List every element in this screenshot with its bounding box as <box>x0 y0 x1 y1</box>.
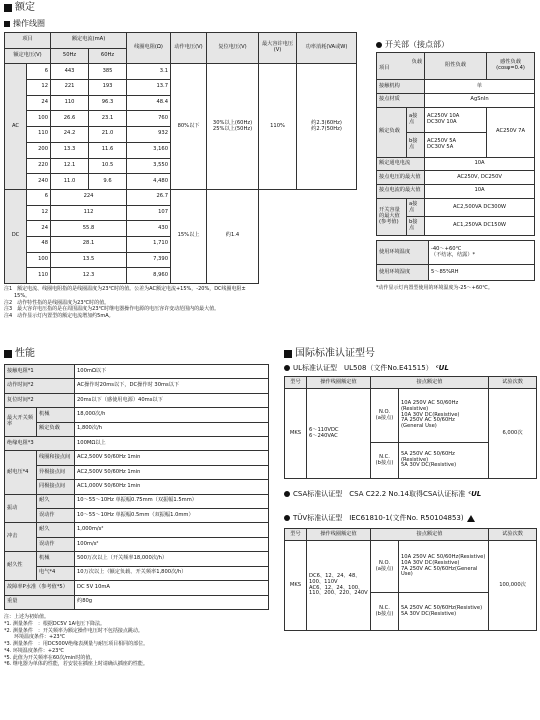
csa-title-text: CSA标准认证型 CSA C22.2 No.14取得CSA认证标准 <box>293 490 466 498</box>
rated-current-dc: 224 <box>51 189 127 205</box>
csa-recognized-icon: ᶜUL <box>468 490 482 498</box>
rated-voltage: 220 <box>27 158 51 174</box>
perf-note: *2. 测量条件 ：开关频率为额定操作电压时不包括接点跳动。 <box>4 627 143 634</box>
coil-resistance: 48.4 <box>127 95 171 111</box>
perf-label-weight: 重量 <box>5 595 75 610</box>
rated-note: 15%。 <box>4 292 31 299</box>
coil-resistance: 3,550 <box>127 158 171 174</box>
max-allowed-voltage: 110% <box>259 64 297 190</box>
current-60hz: 9.6 <box>89 174 127 190</box>
ul-title-text: UL标准认证型 UL508（文件No.E41515） <box>293 364 433 372</box>
rated-voltage: 240 <box>27 174 51 190</box>
switch-value-cap-a: AC2,500VA DC300W <box>425 198 535 217</box>
rated-current-dc: 28.1 <box>51 236 127 252</box>
coil-resistance: 107 <box>127 205 171 221</box>
env-hum-label: 使用环境湿度 <box>377 265 429 281</box>
current-50hz: 443 <box>51 64 89 80</box>
performance-notes <box>4 614 274 668</box>
coil-resistance: 1,710 <box>127 236 171 252</box>
current-50hz: 24.2 <box>51 127 89 143</box>
perf-label-failure-rate: 故障率P水准（参考值*5） <box>5 581 75 595</box>
current-60hz: 385 <box>89 64 127 80</box>
switch-value-max-current: 10A <box>425 185 535 199</box>
ul-nc-label: N.C. (b接点) <box>371 443 399 479</box>
ul-no-label: N.O. (a接点) <box>371 389 399 443</box>
csa-title <box>284 490 481 498</box>
perf-label-withstand-row: 异极接点间 <box>37 465 75 479</box>
tuv-nc-value: 5A 250V AC 50/60Hz(Resistive) 5A 30V DC(Resistive) <box>399 593 489 631</box>
tuv-title-text: TÜV标准认证型 IEC61810-1(文件No. R50104853) <box>293 514 464 522</box>
perf-value-weight: 约80g <box>75 595 269 610</box>
tuv-header-contact: 接点额定值 <box>371 529 489 541</box>
rated-note: 注2 动作特性指的是线圈温度为23℃时的值。 <box>4 299 110 306</box>
perf-value-failure-rate: DC 5V 10mA <box>75 581 269 595</box>
section-square-icon <box>284 350 292 358</box>
dc-label: DC <box>5 189 27 283</box>
current-50hz: 26.6 <box>51 111 89 127</box>
pickup-voltage: 80%以下 <box>171 64 207 190</box>
tuv-triangle-icon <box>467 515 475 522</box>
bullet-dot-icon <box>284 491 290 497</box>
perf-value-withstand-row: AC2,500V 50/60Hz 1min <box>75 451 269 465</box>
ul-cycles: 6,000次 <box>489 389 537 479</box>
header-rated-current: 额定电流(mA) <box>51 33 127 49</box>
rated-current-dc: 13.5 <box>51 252 127 268</box>
ac-power: 约2.3(60Hz) 约2.7(50Hz) <box>297 64 357 190</box>
perf-label-shock-row: 耐久 <box>37 523 75 537</box>
rated-title-text: 额定 <box>15 2 35 13</box>
perf-value-insulation: 100MΩ以上 <box>75 437 269 451</box>
rated-voltage: 12 <box>27 80 51 96</box>
rated-voltage: 100 <box>27 111 51 127</box>
perf-label-rated-load: 额定负载 <box>37 422 75 436</box>
header-max-allowed: 最大容许电压(V) <box>259 33 297 64</box>
perf-note: *1. 测量条件 ：根据DC5V 1A电压下降法。 <box>4 620 105 627</box>
switch-label-material: 接点材质 <box>377 94 425 108</box>
rated-voltage: 24 <box>27 95 51 111</box>
perf-value-release-time: 20ms以下（感使用电源）40ms以下 <box>75 393 269 407</box>
ul-header-coil: 操作线圈额定值 <box>307 377 371 389</box>
env-temp-label: 使用环境温度 <box>377 241 429 265</box>
switch-label-b-contact: b接点 <box>407 132 425 157</box>
switch-value-cap-b: AC1,250VA DC150W <box>425 217 535 236</box>
rated-voltage: 6 <box>27 189 51 205</box>
section-square-icon <box>4 350 12 358</box>
perf-label-withstand: 耐电压*4 <box>5 451 37 494</box>
performance-title-text: 性能 <box>15 348 35 359</box>
switch-header-resistive: 阻性负载 <box>425 53 487 80</box>
perf-label-vibration-row: 耐久 <box>37 494 75 508</box>
coil-resistance: 26.7 <box>127 189 171 205</box>
ul-no-value: 10A 250V AC 50/60Hz (Resistive) 10A 30V DC(Resistive) 7A 250V AC 50/60Hz (General Use) <box>399 389 489 443</box>
perf-note: *5. 此值为开关频率在60次/min时的值。 <box>4 654 96 661</box>
coil-resistance: 8,960 <box>127 268 171 284</box>
tuv-coil: DC6、12、24、48、100、110V AC6、12、24、100、110、200、220、240V <box>307 541 371 631</box>
perf-note: *4. 环境温度条件：+23℃ <box>4 647 65 654</box>
perf-value-life-row: 10万次以上（额定负载、开关频率1,800次/h） <box>75 566 269 580</box>
perf-value-mech: 18,000次/h <box>75 408 269 422</box>
perf-label-vibration: 振动 <box>5 494 37 523</box>
perf-label-withstand-row: 线圈和接点间 <box>37 451 75 465</box>
header-pickup: 动作电压(V) <box>171 33 207 64</box>
switch-label-max-current: 接点电流的最大值 <box>377 185 425 199</box>
rated-section-title <box>4 2 35 14</box>
current-60hz: 21.0 <box>89 127 127 143</box>
tuv-cycles: 100,000次 <box>489 541 537 631</box>
switch-value-max-voltage: AC250V, DC250V <box>425 171 535 185</box>
ul-title <box>284 364 449 372</box>
performance-section-title <box>4 348 35 360</box>
rated-voltage: 12 <box>27 205 51 221</box>
switch-label-rated-load: 额定负载 <box>377 107 407 157</box>
switch-header-inductive: 感性负载(cosφ=0.4) <box>487 53 535 80</box>
switch-label-max-voltage: 接点电压的最大值 <box>377 171 425 185</box>
switch-label-capacity: 开关容量的最大值(参考值) <box>377 198 407 235</box>
perf-label-withstand-row: 同极接点间 <box>37 480 75 494</box>
ul-header-model: 型号 <box>285 377 307 389</box>
rated-note: 注3 最大容许电压指的是在周围温度为23℃时继电器操作电源的电压容许变动范围内的最大值。 <box>4 306 220 313</box>
perf-label-vibration-row: 误动作 <box>37 509 75 523</box>
header-rated-voltage: 额定电压(V) <box>5 48 51 64</box>
tuv-header-cycles: 试验次数 <box>489 529 537 541</box>
tuv-header-coil: 操作线圈额定值 <box>307 529 371 541</box>
rated-current-dc: 55.8 <box>51 221 127 237</box>
current-60hz: 10.5 <box>89 158 127 174</box>
current-50hz: 13.3 <box>51 142 89 158</box>
switch-value-material: AgSnIn <box>425 94 535 108</box>
bullet-dot-icon <box>376 42 382 48</box>
perf-value-vibration-row: 10～55～10Hz 单振幅0.75mm（双振幅1.5mm） <box>75 494 269 508</box>
perf-note: *3. 测量条件 ：用DC500V绝缘表测量与耐压项目相同的部位。 <box>4 641 149 647</box>
tuv-nc-label: N.C. (b接点) <box>371 593 399 631</box>
ul-coil: 6～110VDC 6～240VAC <box>307 389 371 479</box>
rated-voltage: 100 <box>27 252 51 268</box>
perf-label-shock-row: 误动作 <box>37 537 75 551</box>
performance-table <box>4 364 269 610</box>
perf-label-insulation: 绝缘电阻*3 <box>5 437 75 451</box>
bullet-dot-icon <box>284 365 290 371</box>
tuv-title <box>284 514 475 522</box>
tuv-no-label: N.O. (a接点) <box>371 541 399 593</box>
perf-note: 环境温度条件：+23℃ <box>4 634 66 641</box>
rated-notes <box>4 286 358 320</box>
perf-value-life-row: 500万次以上（开关频率18,000次/h） <box>75 552 269 566</box>
perf-label-operate-time: 动作时间*2 <box>5 379 75 393</box>
switch-label-rated-current: 额定通电电流 <box>377 157 425 171</box>
perf-label-life-row: 机械 <box>37 552 75 566</box>
perf-label-life-row: 电气*4 <box>37 566 75 580</box>
tuv-header-model: 型号 <box>285 529 307 541</box>
header-item: 项目 <box>5 33 51 49</box>
coil-subtitle-text: 操作线圈 <box>13 19 45 28</box>
switch-label-cap-a: a接点 <box>407 198 425 217</box>
coil-resistance: 7,390 <box>127 252 171 268</box>
tuv-model: MKS <box>285 541 307 631</box>
env-hum-value: 5～85%RH <box>429 265 535 281</box>
environment-table <box>376 240 535 281</box>
header-power: 功率消耗(VA或W) <box>297 33 357 64</box>
coil-subtitle <box>4 19 45 28</box>
switch-value-mechanism: 单 <box>425 80 535 94</box>
perf-value-shock-row: 100m/s² <box>75 537 269 551</box>
rated-current-dc: 12.3 <box>51 268 127 284</box>
perf-label-contact-resistance: 接触电阻*1 <box>5 365 75 379</box>
intl-section-title <box>284 348 375 360</box>
perf-value-withstand-row: AC2,500V 50/60Hz 1min <box>75 465 269 479</box>
intl-title-text: 国际标准认证型号 <box>295 348 375 359</box>
ac-label: AC <box>5 64 27 190</box>
ul-model: MKS <box>285 389 307 479</box>
switch-header-load-item <box>377 53 425 80</box>
perf-value-shock-row: 1,000m/s² <box>75 523 269 537</box>
bullet-dot-icon <box>284 515 290 521</box>
header-dropout: 复位电压(V) <box>207 33 259 64</box>
coil-resistance: 3,160 <box>127 142 171 158</box>
ul-nc-value: 5A 250V AC 50/60Hz (Resistive) 5A 30V DC(Resistive) <box>399 443 489 479</box>
switch-label-cap-b: b接点 <box>407 217 425 236</box>
coil-resistance: 4,480 <box>127 174 171 190</box>
rated-current-dc: 112 <box>51 205 127 221</box>
switch-note: *动作显示灯内置型使用的环境温度为-25～+60℃。 <box>376 285 493 291</box>
coil-resistance: 760 <box>127 111 171 127</box>
perf-note: 注：上述为初始值。 <box>4 614 50 620</box>
perf-value-vibration-row: 10～55～10Hz 单振幅0.5mm（双振幅1.0mm） <box>75 509 269 523</box>
switch-section-title <box>376 40 449 49</box>
current-60hz: 193 <box>89 80 127 96</box>
rated-voltage: 110 <box>27 127 51 143</box>
perf-label-max-frequency: 最大开关频率 <box>5 408 37 437</box>
env-temp-value: -40～+60℃ （不结冰，结露）* <box>429 241 535 265</box>
perf-value-contact-resistance: 100mΩ以下 <box>75 365 269 379</box>
switch-value-rated-current: 10A <box>425 157 535 171</box>
coil-resistance: 430 <box>127 221 171 237</box>
header-50hz: 50Hz <box>51 48 89 64</box>
perf-label-shock: 冲击 <box>5 523 37 552</box>
coil-resistance: 932 <box>127 127 171 143</box>
switch-b-resistive: AC250V 5A DC30V 5A <box>425 132 487 157</box>
switch-inductive-rated: AC250V 7A <box>487 107 535 157</box>
perf-label-life: 耐久性 <box>5 552 37 581</box>
rated-voltage: 6 <box>27 64 51 80</box>
current-50hz: 110 <box>51 95 89 111</box>
dc-power: 约1.4 <box>207 189 259 283</box>
tuv-table <box>284 528 537 631</box>
section-square-icon <box>4 4 12 12</box>
coil-table-row <box>5 64 357 80</box>
coil-resistance: 3.1 <box>127 64 171 80</box>
coil-resistance: 13.7 <box>127 80 171 96</box>
current-50hz: 12.1 <box>51 158 89 174</box>
section-square-icon <box>4 21 10 27</box>
ul-table <box>284 376 537 479</box>
ul-recognized-icon: ᶜUL <box>435 364 449 372</box>
switch-header-load: 负载 <box>411 59 423 66</box>
perf-value-operate-time: AC操作时20ms以下，DC操作时 30ms以下 <box>75 379 269 393</box>
rated-voltage: 48 <box>27 236 51 252</box>
ul-header-contact: 接点额定值 <box>371 377 489 389</box>
perf-value-rated-load: 1,800次/h <box>75 422 269 436</box>
current-60hz: 23.1 <box>89 111 127 127</box>
header-coil-resistance: 线圈电阻(Ω) <box>127 33 171 64</box>
switch-header-item: 项目 <box>379 65 390 72</box>
switch-label-a-contact: a接点 <box>407 107 425 132</box>
rated-voltage: 110 <box>27 268 51 284</box>
rated-voltage: 24 <box>27 221 51 237</box>
ac-dropout-voltage: 30%以上(60Hz) 25%以上(50Hz) <box>207 64 259 190</box>
rated-note: 注4 动作显示灯内置型的额定电流增加约5mA。 <box>4 313 114 319</box>
coil-rating-table <box>4 32 357 284</box>
coil-table-row <box>5 189 357 205</box>
perf-value-withstand-row: AC1,000V 50/60Hz 1min <box>75 480 269 494</box>
current-60hz: 96.3 <box>89 95 127 111</box>
current-60hz: 11.6 <box>89 142 127 158</box>
switch-table <box>376 52 535 236</box>
header-60hz: 60Hz <box>89 48 127 64</box>
perf-label-mech: 机械 <box>37 408 75 422</box>
current-50hz: 11.0 <box>51 174 89 190</box>
perf-note: *6. 继电器为单体的性能，若安装在插座上时请确认插座的性能。 <box>4 661 148 668</box>
current-50hz: 221 <box>51 80 89 96</box>
perf-label-release-time: 复位时间*2 <box>5 393 75 407</box>
ul-header-cycles: 试验次数 <box>489 377 537 389</box>
tuv-no-value: 10A 250V AC 50/60Hz(Resistive) 10A 30V DC(Resistive) 7A 250V AC 50/60Hz(General Use) <box>399 541 489 593</box>
rated-voltage: 200 <box>27 142 51 158</box>
rated-note: 注1 额定电流、线圈电阻指的是线圈温度为23℃时的值。公差为AC额定电流+15%，-20%，DC线圈电阻± <box>4 286 246 292</box>
switch-label-mechanism: 接触机构 <box>377 80 425 94</box>
switch-a-resistive: AC250V 10A DC30V 10A <box>425 107 487 132</box>
switch-title-text: 开关部（接点部） <box>385 40 449 49</box>
dc-dropout-voltage: 15%以上 <box>171 189 207 283</box>
